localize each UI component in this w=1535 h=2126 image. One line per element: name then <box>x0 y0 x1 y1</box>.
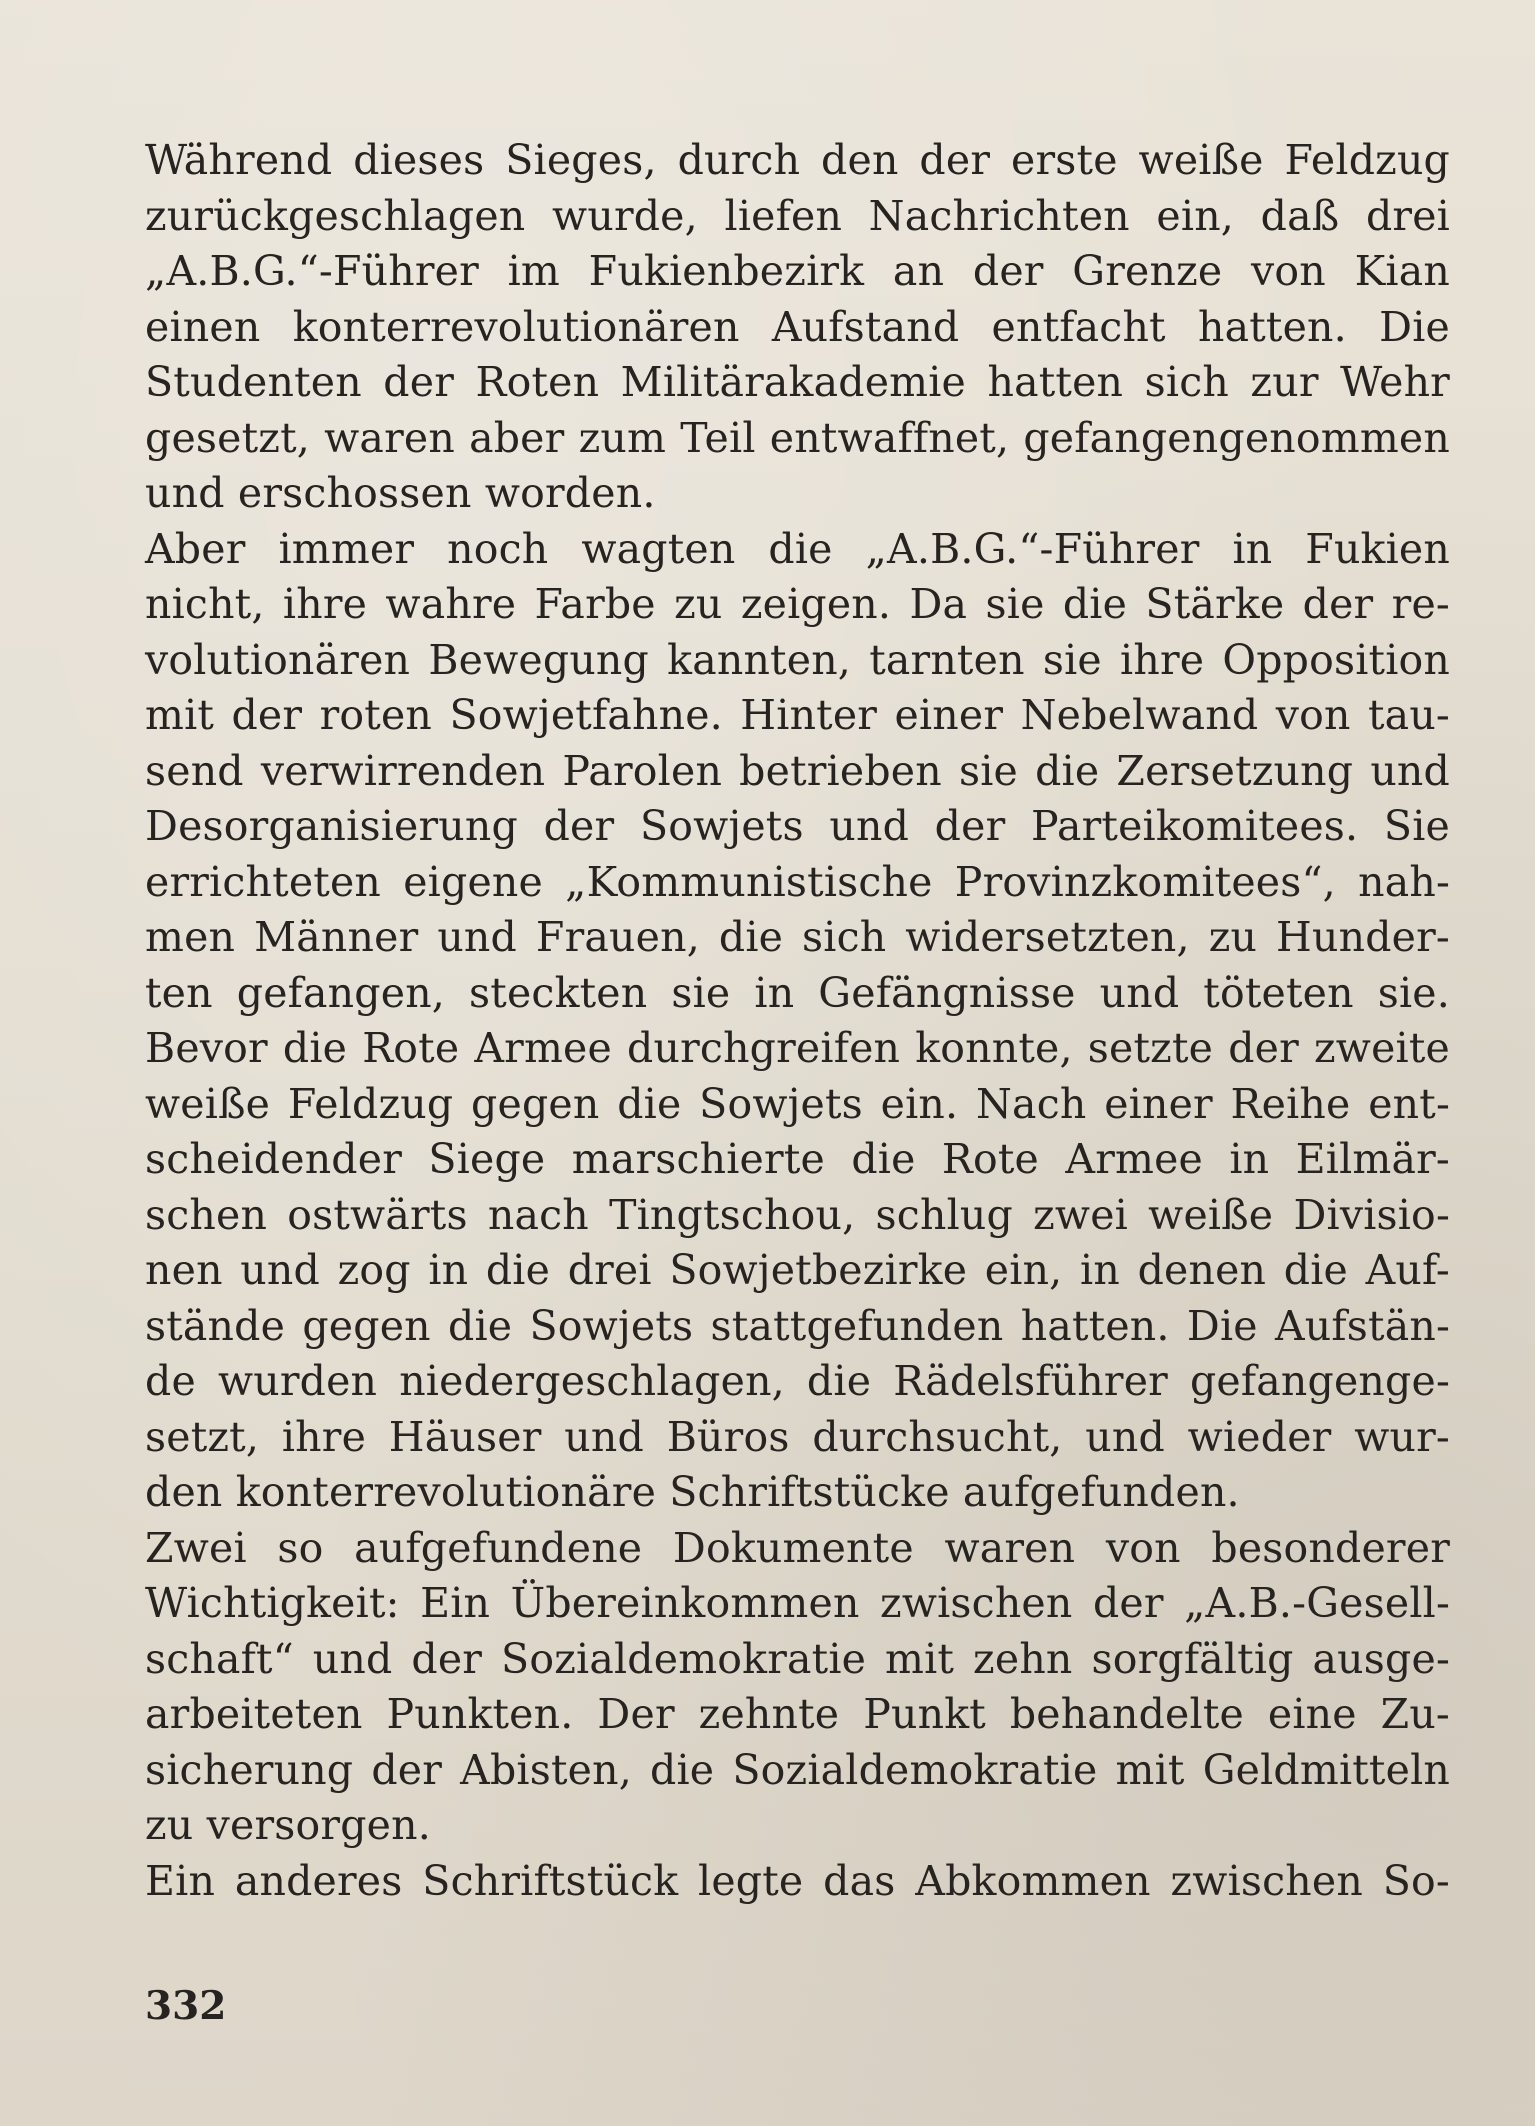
text-line: gesetzt, waren aber zum Teil entwaffnet, gefangengenommen <box>145 413 1450 462</box>
text-line: ten gefangen, steckten sie in Gefängnisse und töteten sie. <box>145 968 1450 1017</box>
body-text <box>145 133 1450 1909</box>
text-line: sicherung der Abisten, die Sozialdemokratie mit Geldmitteln <box>145 1745 1450 1794</box>
text-line: arbeiteten Punkten. Der zehnte Punkt behandelte eine Zu- <box>145 1690 1450 1738</box>
text-line: de wurden niedergeschlagen, die Rädelsführer gefangenge- <box>145 1357 1450 1405</box>
text-line: stände gegen die Sowjets stattgefunden hatten. Die Aufstän- <box>145 1301 1450 1350</box>
text-line: men Männer und Frauen, die sich widersetzten, zu Hunder- <box>145 913 1450 961</box>
text-line: mit der roten Sowjetfahne. Hinter einer Nebelwand von tau- <box>145 691 1450 739</box>
text-line: Ein anderes Schriftstück legte das Abkommen zwischen So- <box>145 1856 1450 1905</box>
text-line: weiße Feldzug gegen die Sowjets ein. Nach einer Reihe ent- <box>145 1079 1450 1128</box>
text-line: schaft“ und der Sozialdemokratie mit zehn sorgfältig ausge- <box>145 1634 1450 1683</box>
text-line: send verwirrenden Parolen betrieben sie die Zersetzung und <box>145 746 1450 795</box>
text-line: zu versorgen. <box>145 1801 431 1849</box>
text-line: Aber immer noch wagten die „A.B.G.“-Führer in Fukien <box>145 524 1450 573</box>
text-line: zurückgeschlagen wurde, liefen Nachrichten ein, daß drei <box>145 191 1450 240</box>
text-line: und erschossen worden. <box>145 469 656 517</box>
text-line: nen und zog in die drei Sowjetbezirke ein, in denen die Auf- <box>145 1246 1450 1294</box>
text-line: volutionären Bewegung kannten, tarnten sie ihre Opposition <box>145 635 1450 684</box>
text-line: den konterrevolutionäre Schriftstücke aufgefunden. <box>145 1468 1240 1516</box>
text-line: errichteten eigene „Kommunistische Provinzkomitees“, nah- <box>145 857 1450 906</box>
text-line: scheidender Siege marschierte die Rote Armee in Eilmär- <box>145 1135 1450 1183</box>
text-line: Desorganisierung der Sowjets und der Parteikomitees. Sie <box>145 802 1450 850</box>
text-line: Zwei so aufgefundene Dokumente waren von besonderer <box>145 1523 1450 1572</box>
text-line: „A.B.G.“-Führer im Fukienbezirk an der Grenze von Kian <box>145 247 1450 295</box>
text-line: Bevor die Rote Armee durchgreifen konnte, setzte der zweite <box>145 1024 1450 1072</box>
page-number: 332 <box>145 1983 227 2029</box>
text-line: Während dieses Sieges, durch den der erste weiße Feldzug <box>145 136 1450 184</box>
text-line: nicht, ihre wahre Farbe zu zeigen. Da sie die Stärke der re- <box>145 580 1450 628</box>
text-line: Studenten der Roten Militärakademie hatten sich zur Wehr <box>145 358 1450 406</box>
text-line: schen ostwärts nach Tingtschou, schlug zwei weiße Divisio- <box>145 1190 1450 1239</box>
text-line: einen konterrevolutionären Aufstand entfacht hatten. Die <box>145 302 1450 351</box>
text-line: Wichtigkeit: Ein Übereinkommen zwischen der „A.B.-Gesell- <box>145 1579 1450 1627</box>
text-line: setzt, ihre Häuser und Büros durchsucht, und wieder wur- <box>145 1412 1450 1461</box>
